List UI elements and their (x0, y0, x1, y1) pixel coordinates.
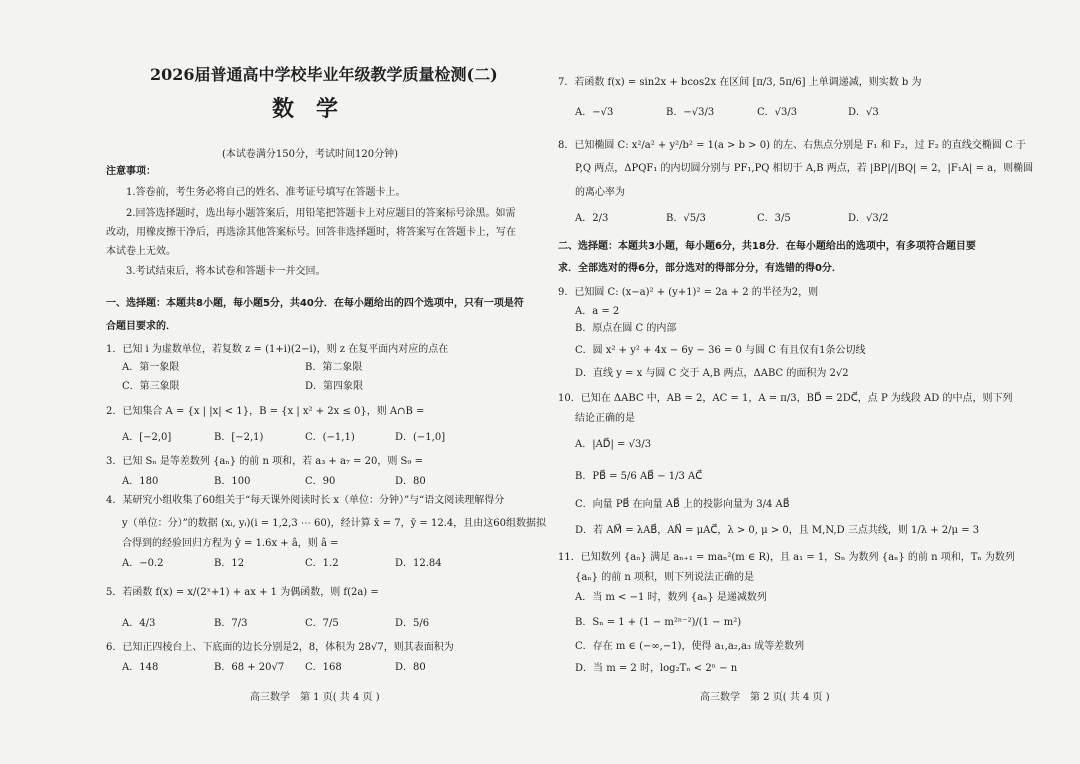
question-stem: 2．已知集合 A = {x | |x| < 1}，B = {x | x² + 2x ≤ 0}，则 A∩B = (106, 406, 425, 417)
question-stem: P,Q 两点，ΔPQF₁ 的内切圆分别与 PF₁,PQ 相切于 A,B 两点，若 |BP|/|BQ| = 2，|F₁A| = a，则椭圆 (575, 163, 1034, 174)
option: B．PB⃗ = 5/6 AB⃗ − 1/3 AC⃗ (575, 471, 703, 482)
section-heading: 求．全部选对的得6分，部分选对的得部分分，有选错的得0分． (558, 263, 842, 274)
option: B．100 (214, 476, 251, 487)
option: A．[−2,0] (122, 432, 172, 443)
question-stem: 3．已知 Sₙ 是等差数列 {aₙ} 的前 n 项和，若 a₃ + a₇ = 20，则 S₉ = (106, 456, 423, 467)
option: B．Sₙ = 1 + (1 − m²ⁿ⁻²)/(1 − m²) (575, 617, 742, 628)
option: C．(−1,1) (305, 432, 355, 443)
page-footer: 高三数学 第 1 页( 共 4 页 ) (250, 692, 380, 703)
option: D．80 (395, 476, 426, 487)
question-stem: 7．若函数 f(x) = sin2x + bcos2x 在区间 [π/3, 5π/6] 上单调递减，则实数 b 为 (558, 77, 922, 88)
option: D．第四象限 (305, 381, 364, 392)
option: D．12.84 (395, 558, 442, 569)
option: C．3/5 (757, 213, 791, 224)
option: A．−0.2 (122, 558, 164, 569)
question-stem: 11．已知数列 {aₙ} 满足 aₙ₊₁ = maₙ²(m ∈ R)，且 a₁ = 1，Sₙ 为数列 {aₙ} 的前 n 项和，Tₙ 为数列 (558, 552, 1015, 563)
option: A．4/3 (122, 618, 156, 629)
subject-title: 数学 (272, 96, 361, 122)
page-footer: 高三数学 第 2 页( 共 4 页 ) (700, 692, 830, 703)
option: D．若 AM⃗ = λAB⃗，AN⃗ = μAC⃗，λ > 0, μ > 0，且 M,N,D 三点共线，则 1/λ + 2/μ = 3 (575, 525, 980, 536)
notice-line: 本试卷上无效。 (106, 246, 176, 257)
notice-line: 1.答卷前，考生务必将自己的姓名、准考证号填写在答题卡上。 (126, 187, 406, 198)
question-stem: 5．若函数 f(x) = x/(2ˣ+1) + ax + 1 为偶函数，则 f(2a) = (106, 587, 379, 598)
option: C．第三象限 (122, 381, 180, 392)
question-stem: 合得到的经验回归方程为 ŷ = 1.6x + â，则 â = (122, 538, 339, 549)
notice-line: 2.回答选择题时，选出每小题答案后，用铅笔把答题卡上对应题目的答案标号涂黑。如需 (126, 208, 516, 219)
option: B．第二象限 (305, 362, 363, 373)
option: A．当 m < −1 时，数列 {aₙ} 是递减数列 (575, 592, 767, 603)
option: D．当 m = 2 时，log₂Tₙ < 2ⁿ − n (575, 663, 738, 674)
option: A．180 (122, 476, 159, 487)
option: B．68 + 20√7 (214, 662, 285, 673)
section-heading: 二、选择题：本题共3小题，每小题6分，共18分．在每小题给出的选项中，有多项符合题目要 (558, 241, 976, 252)
option: B．−√3/3 (666, 107, 715, 118)
option: A．a = 2 (575, 306, 620, 317)
option: A．|AD⃗| = √3/3 (575, 439, 652, 450)
option: D．5/6 (395, 618, 430, 629)
option: C．7/5 (305, 618, 339, 629)
notice-heading: 注意事项： (106, 166, 156, 177)
option: C．168 (305, 662, 342, 673)
question-stem: 结论正确的是 (575, 413, 635, 424)
question-stem: 6．已知正四棱台上、下底面的边长分别是2，8，体积为 28√7，则其表面积为 (106, 642, 454, 653)
option: B．12 (214, 558, 245, 569)
exam-subtitle: (本试卷满分150分，考试时间120分钟) (222, 149, 398, 160)
option: D．√3/2 (848, 213, 889, 224)
question-stem: y（单位：分）”的数据 (xᵢ, yᵢ)(i = 1,2,3 ⋯ 60)，经计算 x̄ = 7，ȳ = 12.4，且由这60组数据拟 (122, 518, 546, 529)
option: A．−√3 (575, 107, 614, 118)
exam-title: 2026届普通高中学校毕业年级教学质量检测(二) (150, 65, 498, 84)
option: B．7/3 (214, 618, 248, 629)
option: D．80 (395, 662, 426, 673)
option: B．[−2,1) (214, 432, 264, 443)
option: D．(−1,0] (395, 432, 446, 443)
option: C．存在 m ∈ (−∞,−1)，使得 a₁,a₂,a₃ 成等差数列 (575, 641, 805, 652)
question-stem: 4．某研究小组收集了60组关于“每天课外阅读时长 x（单位：分钟）”与“语文阅读理解得分 (106, 495, 505, 506)
notice-line: 改动，用橡皮擦干净后，再选涂其他答案标号。回答非选择题时，将答案写在答题卡上，写在 (106, 227, 516, 238)
option: C．√3/3 (757, 107, 798, 118)
option: D．√3 (848, 107, 879, 118)
question-stem: 10．已知在 ΔABC 中，AB = 2，AC = 1，A = π/3，BD⃗ = 2DC⃗，点 P 为线段 AD 的中点，则下列 (558, 393, 1013, 404)
notice-line: 3.考试结束后，将本试卷和答题卡一并交回。 (126, 266, 326, 277)
option: A．第一象限 (122, 362, 180, 373)
option: B．√5/3 (666, 213, 706, 224)
question-stem: {aₙ} 的前 n 项积，则下列说法正确的是 (575, 572, 754, 583)
option: A．2/3 (575, 213, 609, 224)
option: C．向量 PB⃗ 在向量 AB⃗ 上的投影向量为 3/4 AB⃗ (575, 499, 790, 510)
option: C．圆 x² + y² + 4x − 6y − 36 = 0 与圆 C 有且仅有1条公切线 (575, 345, 866, 356)
option: C．90 (305, 476, 336, 487)
question-stem: 的离心率为 (575, 187, 625, 198)
section-heading: 合题目要求的． (106, 321, 176, 332)
question-stem: 1．已知 i 为虚数单位，若复数 z = (1+i)(2−i)，则 z 在复平面内对应的点在 (106, 344, 449, 355)
option: A．148 (122, 662, 159, 673)
option: D．直线 y = x 与圆 C 交于 A,B 两点，ΔABC 的面积为 2√2 (575, 368, 849, 379)
question-stem: 8．已知椭圆 C: x²/a² + y²/b² = 1(a > b > 0) 的左、右焦点分别是 F₁ 和 F₂，过 F₂ 的直线交椭圆 C 于 (558, 140, 1026, 151)
section-heading: 一、选择题：本题共8小题，每小题5分，共40分．在每小题给出的四个选项中，只有一项是符 (106, 298, 524, 309)
question-stem: 9．已知圆 C: (x−a)² + (y+1)² = 2a + 2 的半径为2，则 (558, 287, 819, 298)
option: C．1.2 (305, 558, 339, 569)
option: B．原点在圆 C 的内部 (575, 323, 677, 334)
